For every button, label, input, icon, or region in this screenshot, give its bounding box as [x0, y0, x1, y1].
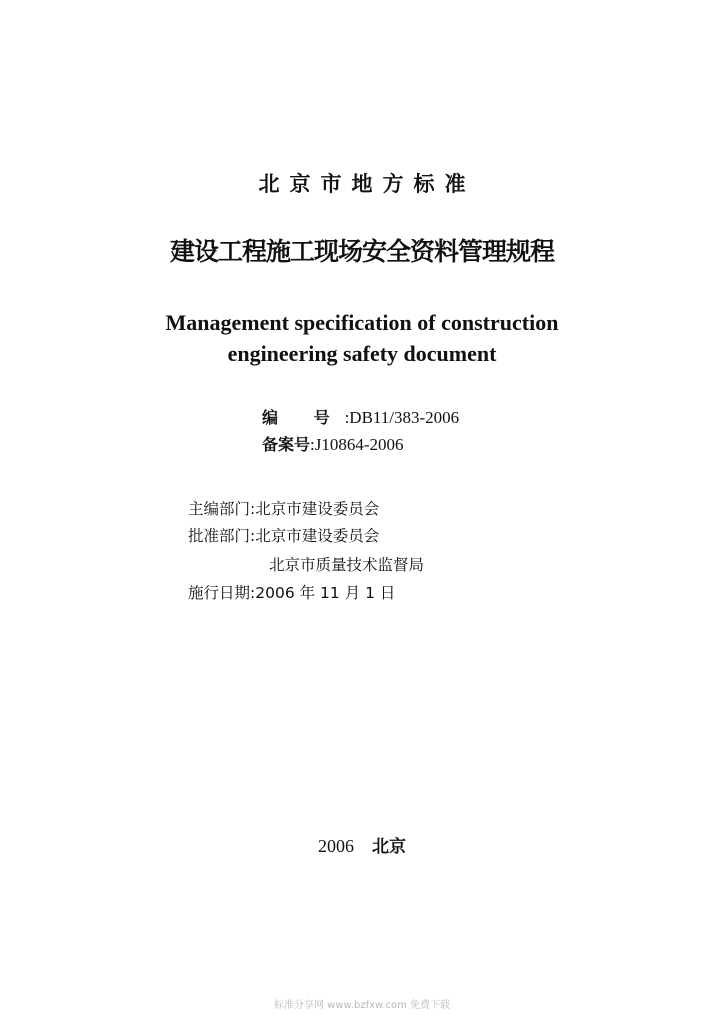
standard-number-value: :DB11/383-2006 — [344, 408, 460, 427]
document-title-english-line-2: engineering safety document — [227, 341, 497, 366]
standard-number-label: 编 号 — [262, 408, 345, 427]
approving-department-value-1: :北京市建设委员会 — [250, 527, 380, 545]
document-title-chinese: 建设工程施工现场安全资料管理规程 — [169, 237, 554, 266]
compiling-department-row — [188, 497, 379, 519]
effective-date-value: :2006 年 11 月 1 日 — [250, 584, 396, 602]
approving-department-label: 批准部门 — [188, 527, 251, 545]
publication-imprint — [0, 832, 724, 857]
publication-city: 北京 — [372, 837, 406, 857]
approving-department-second-row — [269, 553, 424, 575]
effective-date-row — [188, 581, 395, 603]
compiling-department-value: :北京市建设委员会 — [250, 500, 380, 518]
record-number-label: 备案号 — [262, 435, 311, 454]
publication-year: 2006 — [318, 836, 354, 856]
approving-department-row — [188, 524, 379, 546]
document-title-english-line-1: Management specification of construction — [165, 310, 559, 335]
effective-date-label: 施行日期 — [188, 584, 251, 602]
site-watermark: 标准分享网 www.bzfxw.com 免费下载 — [274, 1000, 450, 1011]
standard-number-row — [262, 405, 459, 428]
record-number-value: :J10864-2006 — [310, 435, 404, 454]
document-type: 北京市地方标准 — [258, 172, 476, 196]
record-number-row — [262, 432, 404, 455]
compiling-department-label: 主编部门 — [188, 500, 251, 518]
approving-department-value-2: 北京市质量技术监督局 — [269, 556, 425, 574]
